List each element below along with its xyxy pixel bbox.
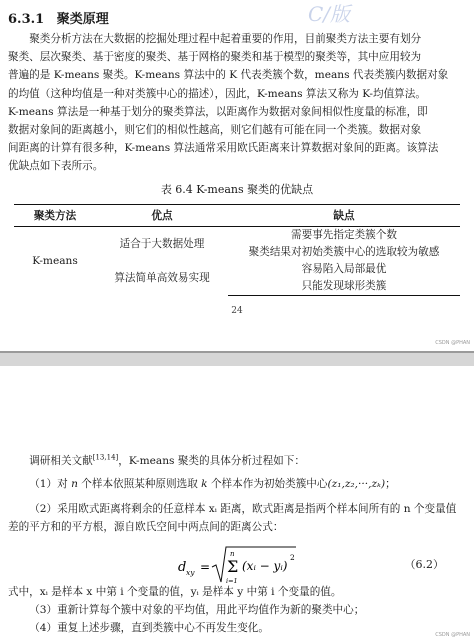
section-title: 聚类原理 <box>56 12 109 27</box>
step1-end: ； <box>385 478 396 490</box>
header-pros: 优点 <box>96 205 228 227</box>
step1-mid: 个样本依照某种原则选取 <box>77 478 202 490</box>
step1-prefix: （1）对 <box>29 478 72 490</box>
paragraph-line: 普遍的是 K-means 聚类。K-means 算法中的 K 代表类簇个数，means 代表类簇内数据对象 <box>8 69 449 82</box>
equation-number: （6.2） <box>404 558 444 571</box>
step1-var-n: n <box>71 478 78 490</box>
formula-sum-top: n <box>230 550 235 558</box>
step-1 <box>8 475 468 493</box>
intro-text: 调研相关文献 <box>29 455 93 467</box>
paragraph-line: 数据对象间的距离越小，则它们的相似性越高，则它们越有可能在同一个类簇。数据对象 <box>8 124 422 137</box>
header-method: 聚类方法 <box>14 205 96 227</box>
formula-explanation: 式中，xᵢ 是样本 x 中第 i 个变量的值，yᵢ 是样本 y 中第 i 个变量的值。 <box>8 586 342 598</box>
step2-line: 差的平方和的平方根，源自欧氏空间中两点间的距离公式： <box>8 521 284 533</box>
page-divider <box>0 351 474 353</box>
table-caption: 表 6.4 K-means 聚类的优缺点 <box>160 183 314 196</box>
table-header-row <box>14 205 460 227</box>
formula-sum-bottom: i=1 <box>226 577 238 585</box>
euclidean-distance-formula <box>0 544 474 586</box>
method-cell: K-means <box>32 254 78 267</box>
intro-line <box>8 452 468 470</box>
cons-cell: 聚类结果对初始类簇中心的选取较为敏感 <box>248 246 440 258</box>
step-2 <box>8 500 468 536</box>
paragraph-line: 聚类分析方法在大数据的挖掘处理过程中起着重要的作用，目前聚类方法主要有划分 <box>29 33 422 45</box>
pros-cell: 算法简单高效易实现 <box>114 271 210 284</box>
watermark: C/版 <box>308 2 351 26</box>
page-gap <box>0 352 474 366</box>
step1-tuple: (z₁,z₂,···,zₖ) <box>327 478 386 490</box>
credit-text: CSDN @PHAN <box>435 632 470 638</box>
cons-cell: 容易陷入局部最优 <box>301 263 387 275</box>
pros-cons-table <box>14 204 460 296</box>
formula-sigma: Σ <box>227 557 239 576</box>
paragraph-line: 的均值（这种均值是一种对类簇中心的描述），因此，K-means 算法又称为 K-均值算法。 <box>8 87 426 100</box>
header-cons: 缺点 <box>228 205 460 227</box>
section-heading <box>8 8 109 27</box>
cons-cell: 只能发现球形类簇 <box>228 278 460 296</box>
pros-cell: 适合于大数据处理 <box>119 237 205 250</box>
document-page-bottom <box>0 366 474 640</box>
paragraph-line: 间距离的计算有很多种，K-means 算法通常采用欧氏距离来计算数据对象间的距离。该算法 <box>8 142 439 155</box>
intro-rest: ，K-means 聚类的具体分析过程如下： <box>118 455 305 467</box>
formula-graphic <box>120 544 380 586</box>
step2-line: （2）采用欧式距离将剩余的任意样本 xᵢ 距离，欧式距离是指两个样本间所有的 n 个变量值 <box>29 503 457 515</box>
step-4: （4）重复上述步骤，直到类簇中心不再发生变化。 <box>29 622 269 634</box>
paragraph-line: 优缺点如下表所示。 <box>8 160 104 173</box>
paragraph-line: 聚类、层次聚类、基于密度的聚类、基于网格的聚类和基于模型的聚类等，其中应用较为 <box>8 51 422 64</box>
formula-body: (xᵢ − yᵢ) <box>242 559 288 573</box>
table-row <box>14 227 460 245</box>
credit-text: CSDN @PHAN <box>435 340 470 346</box>
step1-var-k: k <box>201 478 208 490</box>
cons-cell: 需要事先指定类簇个数 <box>291 229 397 241</box>
step1-post: 个样本作为初始类簇中心 <box>207 478 328 490</box>
formula-exponent: 2 <box>290 553 295 562</box>
paragraph-line: K-means 算法是一种基于划分的聚类算法，以距离作为数据对象间相似性度量的标准，即 <box>8 105 428 118</box>
intro-paragraph <box>8 30 466 176</box>
step-3: （3）重新计算每个簇中对象的平均值，用此平均值作为新的聚类中心； <box>29 604 365 616</box>
section-number: 6.3.1 <box>8 12 45 27</box>
page-number: 24 <box>231 306 243 316</box>
formula-lhs-sub: xy <box>186 568 195 577</box>
formula-lhs: d <box>178 560 187 575</box>
formula-equals: = <box>200 560 211 574</box>
reference-marker: [13,14] <box>92 453 119 462</box>
